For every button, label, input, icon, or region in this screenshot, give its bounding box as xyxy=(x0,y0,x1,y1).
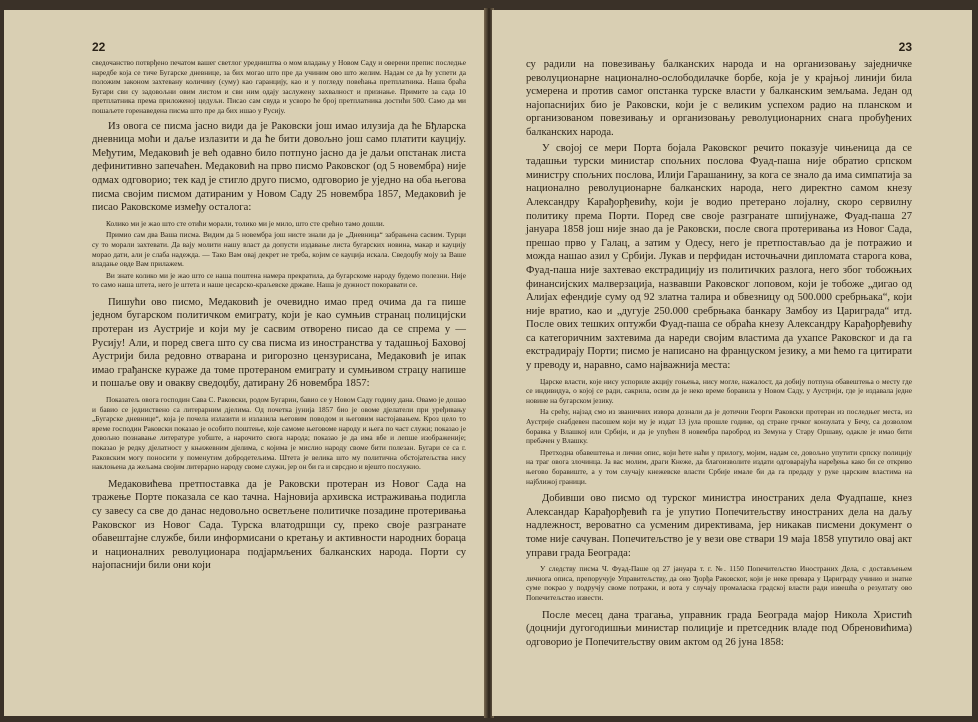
body-paragraph: У својој се мери Порта бојала Раковског речито показује чињеница да се тадашњи турски министар спољних послова Фуад-паша није обратио српском министру спољних послова, Илији Гарашанину, за кога се знало да има симпатија за национално револуционарне балканских народа, него директно самом кнезу Александру Карађорђевићу, који је водио претерано лојалну, скоро сервилну политику према Порти. Поред све своје разгранате шпијунаже, Фуад-паша 27 јануара 1858 још није знао да је Раковски, после свога протеривања из Новог Сада, прешао прво у Галац, а затим у Одесу, него је претпостављао да је потражио и можда нашао азил у Србији. Лукав и перфидан источњачни дипломата старога кова, Фуад-паша није захтевао екстрадицију из политичких разлога, него због тобожњих финансијских малверзација, назвавши Раковског лоповом, који је тобоже „дигао од Алијах ефендије суму од 92 златна талира и обвезницу од 500.000 сребрњака“, који није вратио, као и „дугује 250.000 сребрњака банкару Замбоу из Цариграда“ итд. После ових тешких оптужби Фуад-паша се обраћа кнезу Александру Карађорђевићу са категоричним захтевима да нареди својим властима да ухапсе Раковског и да га екстрадирају Порти; писмо је написано на француском језику, а ми ћемо га цитирати у преводу и, наравно, само најважнија места: xyxy=(526,142,912,372)
body-paragraph: После месец дана трагања, управник града Београда мајор Никола Христић (доцнији дугогодишњи министар полиције и претседник владе под Обреновићима) одговорио је Попечитељству овим актом од 26 јуна 1858: xyxy=(526,609,912,648)
body-paragraph: Добивши ово писмо од турског министра иностраних дела Фуадпаше, кнез Александар Карађорђевић га је упутио Попечитељству иностраних дела на даљу надлежност, вероватно са усменим директивама, јер никакав писмени документ о томе није сачуван. Попечитељство је у вези ове ствари 19 маја 1858 упутило овај акт управи града Београда: xyxy=(526,493,912,559)
quoted-letter-line: Колико ми је жао што сте отићи морали, толико ми је мило, што сте срећно тамо дошли. xyxy=(106,218,385,228)
quoted-act-block xyxy=(526,564,912,602)
quoted-letter-line: Претходна обавештења и лични опис, који ћете наћи у прилогу, мојим, надам се, довољно упутити српску полицију на траг овога злочинца. Јa вас молим, драги Кнеже, да благоизволите издати одговарајућа наређења како би се откриво његово боравиште, а у том случају кнежевске власти Србије имале би да га предаду у руке царским властима на најближој граници. xyxy=(526,447,912,486)
quoted-letter-line: Ви знате колико ми је жао што се наша поштена намера прекратила, да бугарскоме народу будемо полезни. Није то само наша штета, него је штета и наше цесарско-краљевске државе. Наша је дужност покоравати се. xyxy=(92,270,466,290)
quoted-certificate: Показатељ овога господин Сава С. Раковски, родом Бугарин, бавио се у Новом Саду годину дана. Овамо је дошао и бавио се једииствено са литерарним дјелима. Од почетка јунија 1857 био је овоме дјелатели при уређивању „Бугарске дневнице“, која је почела излазити и излазила његовим повoдом и његовим настојавањем. Кроз цело то време господин Раковски показао је особито поштење, које самоме његовоме народу и њега по част служи; показао је довољно познавање литературе уобште, а нарочито свога народа; показао је да има вбе и лепше изображеније; показао је редку дјелатност у књижевним дјелима, с којима је мислио народу своме бити полезан. Бугари се са г. Раковским могу поносити у поменутим добродетељима. Штета је велика што му политична обстојатељства нису наклоњена да жељама својим литерарно народу своме служи, јер он би га и сврсдно и вјешто послужио. xyxy=(92,395,466,472)
page-number: 22 xyxy=(92,40,106,54)
body-paragraph: су радили на повезивању балканских народа и на организовању заједничке револуционарне национално-ослободилачке борбе, која је у крајњој линији била усмерена и против самог опстанка турске власти у балканским земљама. Један од најопаснијих био је Раковски, који је с великим успехом радио на планском и организованом повезивању и организовању револуционарних снага пробуђених балканских народа. xyxy=(526,59,912,138)
quoted-letter-line: На срећу, најзад смо из званичних извора дознали да је дотични Георги Раковски протеран из последњег места, из Аустрије снабдевен пасошем који му је издат 13 јула прошле године, од стране грчког конзулата у Бечу, са дозволом боравка у Влашкој или Србији, и да је упућен 8 новембра пароброд из Земуна у Стару Оршаву, одакле је имао бити пребачен у Влашку. xyxy=(526,407,912,446)
quoted-letter-excerpt: сведочанство потврђено печатом вашег светлог уредништва о мом владању у Новом Саду и оверени препис последње наредбе која се тиче Бугарске дневнице, за бих могао што пре да учиним ово што желим. Надам се да ћу успети да положим законом захтевану количину (суму) као гаранцију, као и у погледу повећања претплатника. Наша браћа Бугари сви су задовољни овим листом и сви ним одају заслужену захвалност и признање. Примите за сада 10 претплатника према приложеној цедуљи. Писао сам свуда и усворо ће број претплатника достићи 500. Само да ми пошаљете горенаведена писма што пре да бих ишао у Русију. xyxy=(92,58,466,115)
quoted-letter-line: Царске власти, које нису успориле акцију гоњења, нису могле, нажалост, да добију потпуна обавештења о месту где се индивидуа, о којој се ради, сакрила, осим да је неко време боравила у Новом Саду, у Аустрији, где је издавала једне новине на бугарском језику. xyxy=(526,376,912,405)
quoted-act: У следству писма Ч. Фуад-Паше од 27 јануара т. г. №. 1150 Попечитељство Иностраних Дела, с достављењем личнога описа, препоручује Управитељству, да оно Ђорђа Раковског, који је неке превара у Цариграду учинио и знатне суме покрао у подручју своме потражи, и вота у случају промаласка градској власти ради извешћа о резултату ово Попечитељство извести. xyxy=(526,564,912,602)
body-paragraph: Пишући ово писмо, Медаковић је очевидно имао пред очима да га пише једном бугарском политичком емиграту, који је као сумњив странац полицијски протеран из Аустрије и који му је сасвим отворено писао да се спрема у — Русију! Али, и поред свега што су сва писма из иностранства у тадашњој Баховој Аустрији била редовно отварана и ригорозно цензурисана, Медаковић је ипак имао грађанске кураже да томе протераном емиграту и сумњивом страцу напише и пошаље ову и овакву сведоџбу, датирану 26 новембра 1857: xyxy=(92,296,466,390)
body-paragraph: Из овога се писма јасно види да је Раковски још имао илузија да ће Бђларска дневница моћи и даље излазити и да ће бити довољно још само платити кауцију. Међутим, Медаковић је већ одавно било потпуно јасно да је даљи опстанак листа дефинитивно запечаћен. Медаковић на прво писмо Раковског (од 5 новембра) није одмах одговорио; тек кад је стигло друго писмо, одговорио је уједно на оба његова писма својим писмом датираним у Новом Саду 25 новембра 1857, Медаковић је писао Раковскоме између осталога: xyxy=(92,120,466,214)
body-paragraph: Медаковићева претпоставка да је Раковски протеран из Новог Сада на тражење Порте показала се као тачна. Најновија архивска истраживања подигла су завесу са све до данас недовољно осветљене политичке позадине протеривања Раковског из Новог Сада. Турска влатодршци су, преко своје разгранате обавештајне службе, били информисани о кретању и активности народних бораца и националних револуционара подјармљених балканских народа. Порти су најопаснији били они који xyxy=(92,478,466,572)
quoted-letter-block xyxy=(526,377,912,487)
quoted-certificate-block xyxy=(92,395,466,472)
page-number: 23 xyxy=(898,40,912,54)
quoted-letter-block xyxy=(92,219,466,290)
quoted-letter-line: Примио сам два Ваша писма. Видим да 5 новембра још нисте знали да је „Дневница“ забрањена сасвим. Турци су то морали захтевати. Да вају молити нашу власт да допусти издавање листа бугарских новина, макар и кауцију морао дати, али је слаба надежда. — Тако Вам овај декрет не треба, којим се кауција искала. Сведоџбу мојy за Ваше владање овде Вам прилажем. xyxy=(92,230,466,269)
right-page xyxy=(492,10,972,716)
left-page xyxy=(4,10,486,716)
